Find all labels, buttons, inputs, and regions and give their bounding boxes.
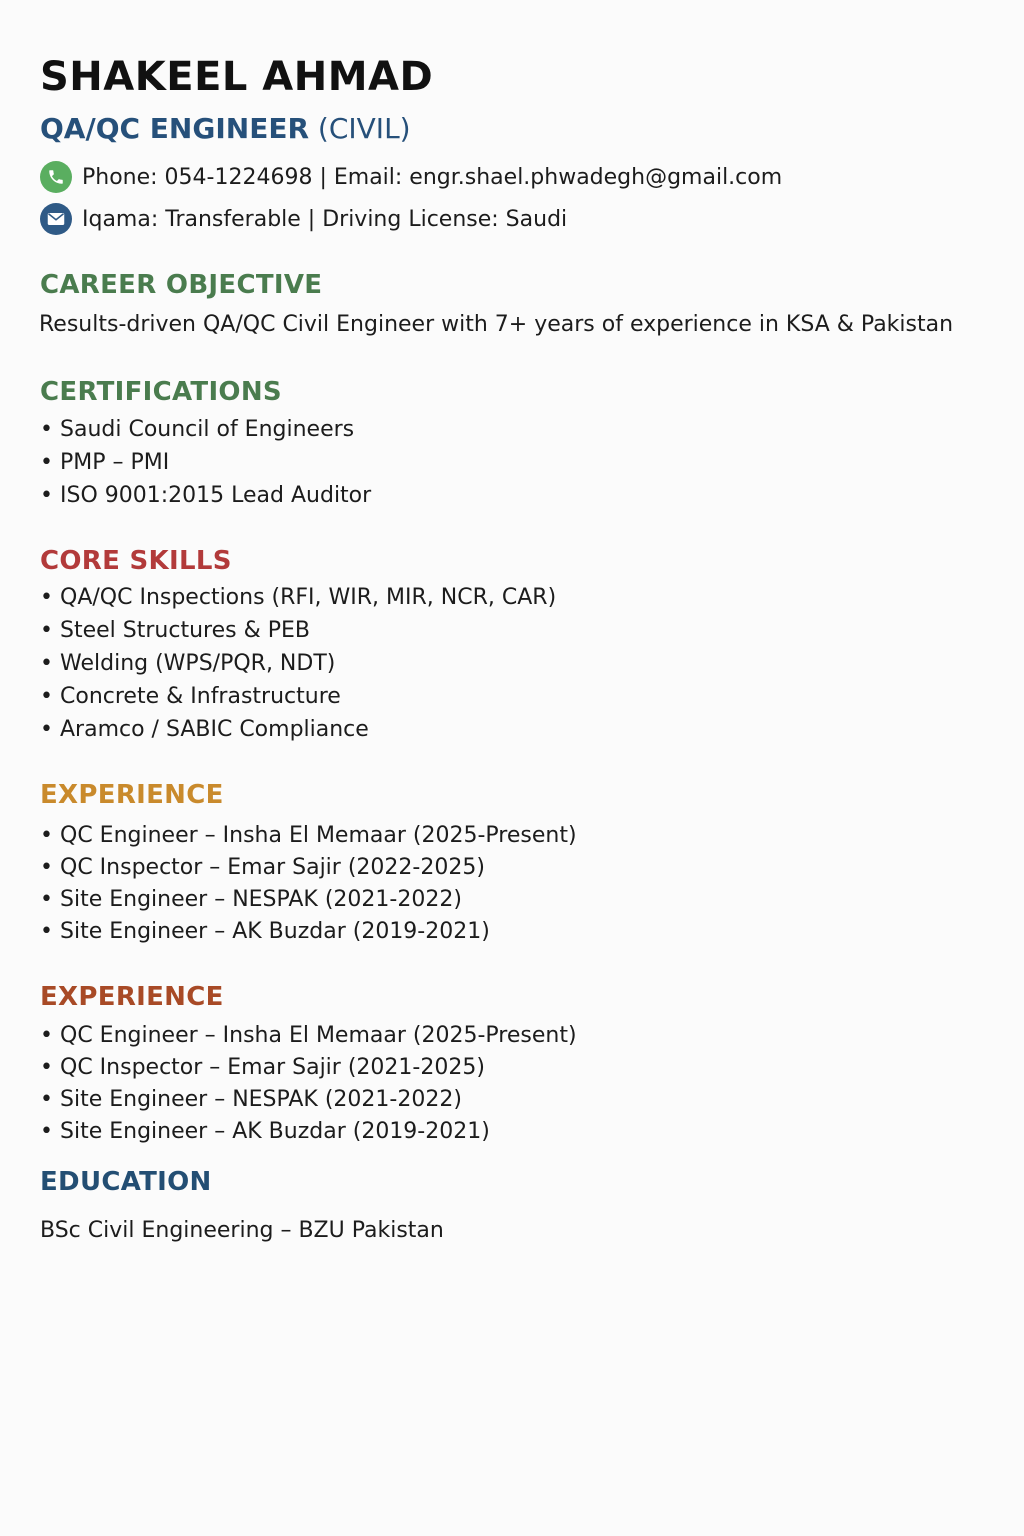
contact-phone-email-text: Phone: 054-1224698 | Email: engr.shael.phwadegh@gmail.com [82,164,783,190]
phone-icon [40,161,72,193]
candidate-name: SHAKEEL AHMAD [40,54,434,100]
list-item: • QC Engineer – Insha El Memaar (2025-Present) [40,1020,577,1052]
job-title [40,112,411,145]
education-heading: EDUCATION [40,1167,212,1197]
list-item: • QA/QC Inspections (RFI, WIR, MIR, NCR, CAR) [40,581,556,614]
education-text: BSc Civil Engineering – BZU Pakistan [40,1218,444,1243]
certifications-list [40,413,371,512]
list-item: • Concrete & Infrastructure [40,680,556,713]
envelope-icon [40,203,72,235]
certifications-heading: CERTIFICATIONS [40,377,282,407]
experience-list [40,820,577,948]
list-item: • Steel Structures & PEB [40,614,556,647]
list-item: • Welding (WPS/PQR, NDT) [40,647,556,680]
core-skills-heading: CORE SKILLS [40,546,232,576]
experience-list-repeat [40,1020,577,1148]
list-item: • Site Engineer – NESPAK (2021-2022) [40,1084,577,1116]
career-objective-text: Results-driven QA/QC Civil Engineer with 7+ years of experience in KSA & Pakistan [39,312,954,337]
list-item: • Site Engineer – NESPAK (2021-2022) [40,884,577,916]
career-objective-heading: CAREER OBJECTIVE [40,270,323,300]
list-item: • ISO 9001:2015 Lead Auditor [40,479,371,512]
job-title-main: QA/QC ENGINEER [40,112,310,145]
contact-iqama-license-text: Iqama: Transferable | Driving License: Saudi [82,206,568,232]
list-item: • Saudi Council of Engineers [40,413,371,446]
list-item: • PMP – PMI [40,446,371,479]
job-title-discipline: (CIVIL) [317,112,411,145]
list-item: • QC Inspector – Emar Sajir (2022-2025) [40,852,577,884]
experience-heading: EXPERIENCE [40,780,224,810]
list-item: • QC Inspector – Emar Sajir (2021-2025) [40,1052,577,1084]
list-item: • Site Engineer – AK Buzdar (2019-2021) [40,1116,577,1148]
core-skills-list [40,581,556,746]
experience-heading-repeat: EXPERIENCE [40,982,224,1012]
list-item: • QC Engineer – Insha El Memaar (2025-Present) [40,820,577,852]
list-item: • Site Engineer – AK Buzdar (2019-2021) [40,916,577,948]
list-item: • Aramco / SABIC Compliance [40,713,556,746]
contact-phone-email [40,160,782,194]
contact-iqama-license [40,202,567,236]
